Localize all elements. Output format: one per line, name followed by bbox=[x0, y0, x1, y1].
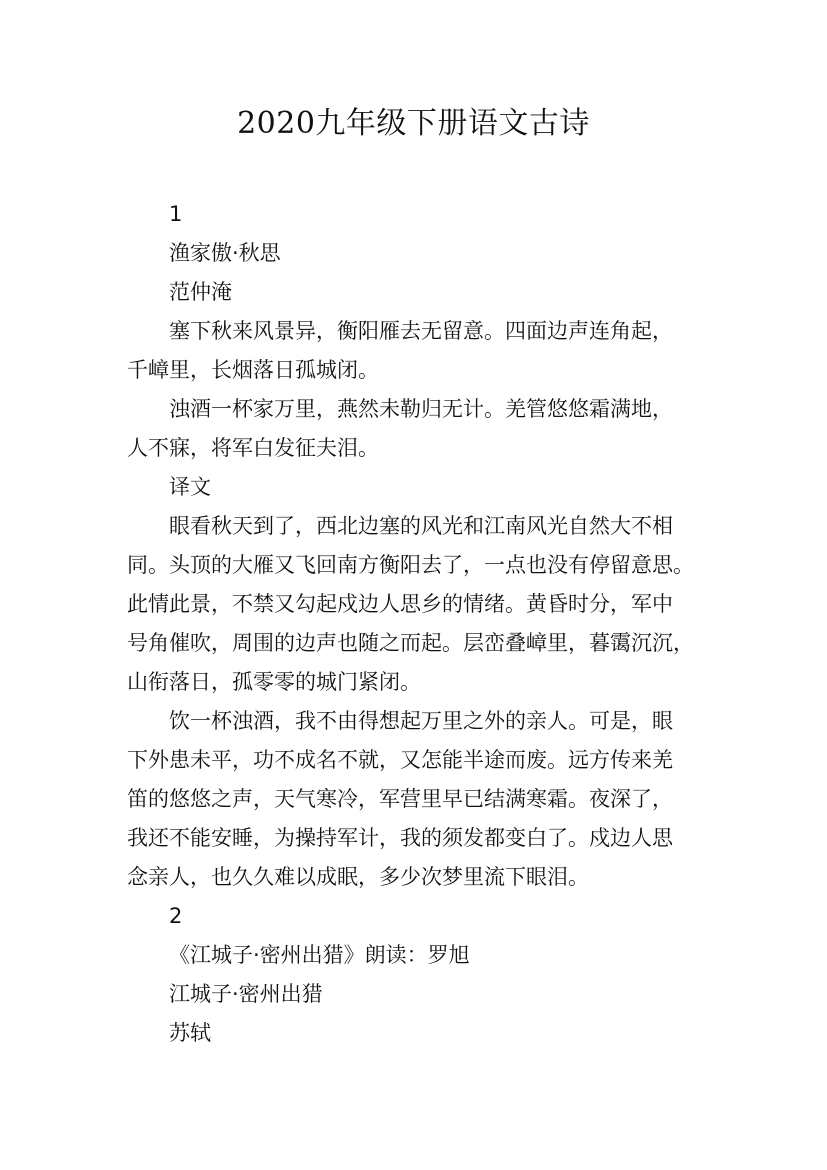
translation-line: 笛的悠悠之声，天气寒冷，军营里早已结满寒霜。夜深了， bbox=[127, 787, 673, 811]
translation-line: 我还不能安睡，为操持军计，我的须发都变白了。戍边人思 bbox=[127, 826, 673, 850]
translation-line: 同。头顶的大雁又飞回南方衡阳去了，一点也没有停留意思。 bbox=[127, 553, 694, 577]
translation-line: 饮一杯浊酒，我不由得想起万里之外的亲人。可是，眼 bbox=[169, 709, 673, 733]
poem-stanza bbox=[127, 390, 703, 468]
poem-title: 渔家傲·秋思 bbox=[169, 241, 281, 265]
translation-paragraph bbox=[127, 702, 703, 897]
poem-stanza bbox=[127, 312, 703, 390]
document-body bbox=[127, 195, 703, 1053]
translation-line: 山衔落日，孤零零的城门紧闭。 bbox=[127, 670, 421, 694]
poem-line: 浊酒一杯家万里，燕然未勒归无计。羌管悠悠霜满地， bbox=[169, 397, 673, 421]
document-title: 2020九年级下册语文古诗 bbox=[237, 106, 590, 141]
translation-label: 译文 bbox=[169, 475, 211, 499]
poem-line: 人不寐，将军白发征夫泪。 bbox=[127, 436, 379, 460]
translation-line: 眼看秋天到了，西北边塞的风光和江南风光自然大不相 bbox=[169, 514, 673, 538]
translation-line: 号角催吹，周围的边声也随之而起。层峦叠嶂里，暮霭沉沉， bbox=[127, 631, 694, 655]
reading-credit: 《江城子·密州出猎》朗读：罗旭 bbox=[169, 943, 470, 967]
translation-line: 念亲人，也久久难以成眠，多少次梦里流下眼泪。 bbox=[127, 865, 589, 889]
poem-author: 范仲淹 bbox=[169, 280, 232, 304]
translation-line: 此情此景，不禁又勾起戍边人思乡的情绪。黄昏时分，军中 bbox=[127, 592, 673, 616]
translation-paragraph bbox=[127, 507, 703, 702]
translation-line: 下外患未平，功不成名不就，又怎能半途而废。远方传来羌 bbox=[127, 748, 673, 772]
poem-title: 江城子·密州出猎 bbox=[169, 982, 323, 1006]
poem-line: 塞下秋来风景异，衡阳雁去无留意。四面边声连角起， bbox=[169, 319, 673, 343]
poem-author: 苏轼 bbox=[169, 1021, 211, 1045]
section-number: 2 bbox=[169, 904, 183, 928]
poem-line: 千嶂里，长烟落日孤城闭。 bbox=[127, 358, 379, 382]
section-number: 1 bbox=[169, 202, 183, 226]
